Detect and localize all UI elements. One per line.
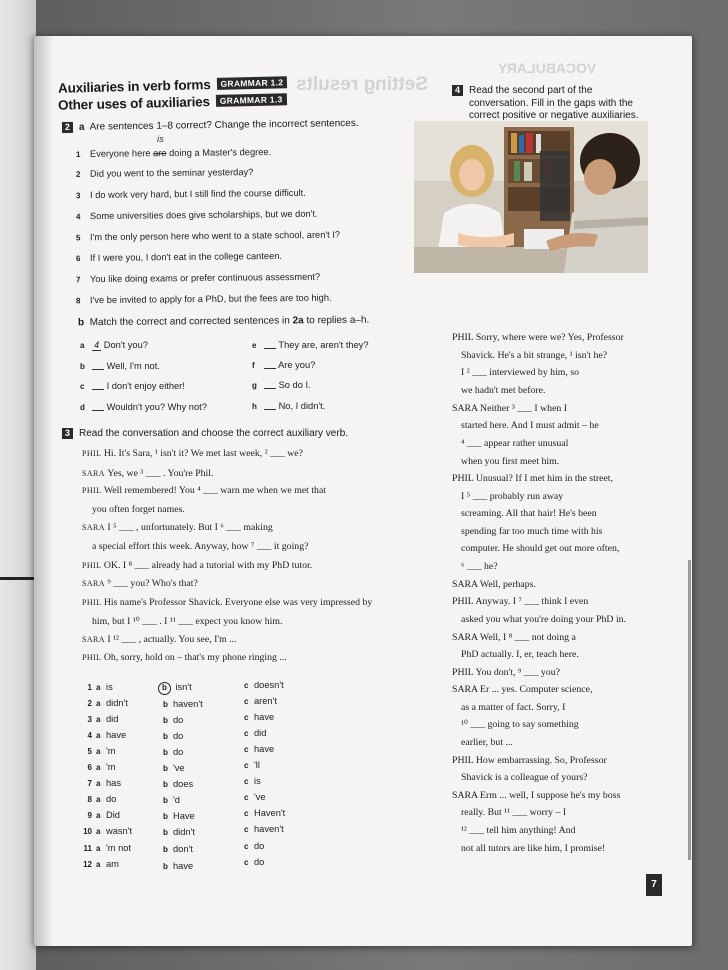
reply-item: f Are you? — [252, 360, 316, 370]
reply-item: a 4 Don't you? — [80, 340, 148, 350]
option-choice[interactable]: b don't — [163, 844, 193, 854]
option-choice[interactable]: c haven't — [244, 824, 284, 834]
grammar-ref-tag[interactable]: GRAMMAR 1.2 — [216, 76, 287, 90]
option-choice[interactable]: c have — [244, 744, 275, 754]
reply-item: c I don't enjoy either! — [80, 381, 185, 391]
ex4-line: SARA Well, perhaps. — [452, 579, 536, 590]
option-choice[interactable]: b 've — [163, 763, 185, 773]
option-choice[interactable]: c do — [244, 857, 265, 867]
ex4-line: SARA Neither ³ ___ I when I — [452, 403, 568, 414]
option-choice[interactable]: b Have — [163, 811, 195, 821]
ex4-line: screaming. All that hair! He's been — [461, 508, 597, 519]
option-choice[interactable]: c doesn't — [244, 680, 284, 690]
option-choice[interactable]: c have — [244, 712, 275, 722]
ex4-line: Shavick. He's a bit strange, ¹ isn't he? — [461, 350, 608, 361]
ex4-line: PHIL How embarrassing. So, Professor — [452, 755, 607, 766]
option-row: 1 a is — [87, 682, 113, 692]
option-choice[interactable]: b do — [163, 731, 184, 741]
bleed-through-text: VOCABULARY — [498, 60, 597, 76]
option-choice[interactable]: b 'd — [163, 795, 180, 805]
ex4-line: as a matter of fact. Sorry, I — [461, 702, 566, 713]
ex3-line: PHIL His name's Professor Shavick. Everyone else was very impressed by — [82, 597, 373, 608]
option-choice[interactable]: c aren't — [244, 696, 277, 706]
ex3-line: PHIL Hi. It's Sara, ¹ isn't it? We met last week, ² ___ we? — [82, 448, 304, 459]
answer-blank[interactable] — [92, 360, 104, 370]
page-number: 7 — [646, 874, 662, 896]
option-choice[interactable]: b do — [163, 715, 184, 725]
ex2-sentence: 2 Did you went to the seminar yesterday? — [75, 167, 254, 179]
handwritten-correction: is — [157, 134, 164, 145]
ex3-line: SARA Yes, we ³ ___ . You're Phil. — [82, 468, 214, 479]
ex4-line: when you first meet him. — [461, 456, 560, 467]
section-title-2: Other uses of auxiliaries GRAMMAR 1.3 — [58, 92, 287, 113]
option-choice[interactable]: b does — [163, 779, 194, 789]
option-choice[interactable]: b have — [163, 861, 194, 871]
ex3-line: PHIL OK. I ⁸ ___ already had a tutorial with my PhD tutor. — [82, 560, 313, 571]
ex2-sentence: 6 If I were you, I don't eat in the college canteen. — [75, 250, 283, 264]
ex2b-instruction: b Match the correct and corrected sentences in 2a to replies a–h. — [77, 314, 370, 329]
ex3-line: PHIL Well remembered! You ⁴ ___ warn me when we met that — [82, 485, 327, 496]
ex4-line: SARA Well, I ⁸ ___ not doing a — [452, 632, 576, 643]
answer-blank[interactable] — [264, 339, 276, 349]
photo-illustration — [414, 121, 648, 273]
reply-item: d Wouldn't you? Why not? — [80, 402, 207, 412]
ex3-line: you often forget names. — [92, 504, 185, 515]
previous-page-edge — [0, 0, 36, 970]
option-choice[interactable]: b didn't — [163, 827, 195, 837]
answer-blank[interactable] — [92, 401, 104, 411]
answer-blank[interactable]: 4 — [94, 340, 100, 350]
bleed-through-text: Setting results — [296, 74, 428, 95]
answer-blank[interactable] — [264, 359, 276, 369]
ex4-line: not all tutors are like him, I promise! — [461, 843, 606, 854]
ex4-line: ¹² ___ tell him anything! And — [461, 825, 576, 836]
answer-blank[interactable] — [264, 400, 276, 410]
two-people-at-desk-photo — [414, 121, 648, 273]
ex4-line: spending far too much time with his — [461, 526, 603, 537]
reply-item: e They are, aren't they? — [252, 340, 369, 350]
ex2-sentence: 1 Everyone here are doing a Master's degree. — [75, 146, 272, 160]
option-choice[interactable]: c is — [244, 776, 261, 786]
ex4-line: PhD actually. I, er, teach here. — [461, 649, 579, 660]
ex3-line: a special effort this week. Anyway, how ⁷ ___ it going? — [92, 541, 309, 552]
ex4-line: ⁴ ___ appear rather unusual — [461, 438, 569, 449]
ex2-sentence: 8 I've be invited to apply for a PhD, but the fees are too high. — [75, 292, 332, 306]
ex3-line: SARA I ⁵ ___ , unfortunately. But I ⁶ ___ making — [82, 522, 273, 533]
ex2-sentence: 7 You like doing exams or prefer continuous assessment? — [75, 271, 321, 285]
ex3-line: PHIL Oh, sorry, hold on – that's my phone ringing ... — [82, 652, 287, 663]
ex4-line: ¹⁰ ___ going to say something — [461, 719, 579, 730]
ex4-line: PHIL You don't, ⁹ ___ you? — [452, 667, 560, 678]
ex4-line: SARA Er ... yes. Computer science, — [452, 684, 593, 695]
ex4-line: SARA Erm ... well, I suppose he's my boss — [452, 790, 621, 801]
ex4-line: earlier, but ... — [461, 737, 513, 748]
section-title-1: Auxiliaries in verb forms GRAMMAR 1.2 — [58, 75, 288, 96]
ex4-line: Shavick is a colleague of yours? — [461, 772, 588, 783]
ex4-line: ⁶ ___ he? — [461, 561, 498, 572]
ex3-line: SARA ⁹ ___ you? Who's that? — [82, 578, 198, 589]
answer-blank[interactable] — [264, 379, 276, 389]
option-choice[interactable]: c did — [244, 728, 267, 738]
ex3-line: SARA I ¹² ___ , actually. You see, I'm ... — [82, 634, 237, 645]
ex2-sentence: 5 I'm the only person here who went to a state school, aren't I? — [75, 229, 341, 243]
ex2-sentence: 4 Some universities does give scholarships, but we don't. — [75, 208, 318, 222]
ex4-line: asked you what you're doing your PhD in. — [461, 614, 627, 625]
option-choice-b-circled[interactable]: b isn't — [160, 677, 192, 695]
ex4-line: computer. He should get out more often, — [461, 543, 620, 554]
ex4-line: PHIL Anyway. I ⁷ ___ think I even — [452, 596, 589, 607]
ex4-line: I ² ___ interviewed by him, so — [461, 367, 580, 378]
reply-item: g So do I. — [252, 380, 311, 390]
ex4-line: started here. And I must admit – he — [461, 420, 599, 431]
ex4-line: we hadn't met before. — [461, 385, 546, 396]
ex4-line: PHIL Unusual? If I met him in the street, — [452, 473, 613, 484]
grammar-ref-tag[interactable]: GRAMMAR 1.3 — [216, 93, 287, 107]
ex2-instruction: 2 a Are sentences 1–8 correct? Change the incorrect sentences. — [62, 118, 359, 133]
ex4-instruction: 4 Read the second part of the conversation. Fill in the gaps with the correct positive or negative auxiliaries. — [452, 85, 639, 148]
ex4-line: PHIL Sorry, where were we? Yes, Professor — [452, 332, 624, 343]
ex3-line: him, but I ¹⁰ ___ . I ¹¹ ___ expect you know him. — [92, 616, 283, 627]
reply-item: b Well, I'm not. — [80, 361, 160, 371]
ex3-instruction: 3 Read the conversation and choose the correct auxiliary verb. — [62, 428, 348, 439]
option-choice[interactable]: c Haven't — [244, 808, 286, 818]
option-choice[interactable]: c do — [244, 841, 265, 851]
ex4-line: I ⁵ ___ probably run away — [461, 491, 564, 502]
option-choice[interactable]: b do — [163, 747, 184, 757]
ex2-sentence: 3 I do work very hard, but I still find the course difficult. — [75, 187, 306, 201]
option-choice[interactable]: c 'll — [244, 760, 260, 770]
reply-item: h No, I didn't. — [252, 401, 326, 411]
answer-blank[interactable] — [92, 380, 104, 390]
option-choice[interactable]: c 've — [244, 792, 266, 802]
ex4-line: really. But ¹¹ ___ worry – I — [461, 807, 567, 818]
option-choice[interactable]: b haven't — [163, 699, 203, 709]
